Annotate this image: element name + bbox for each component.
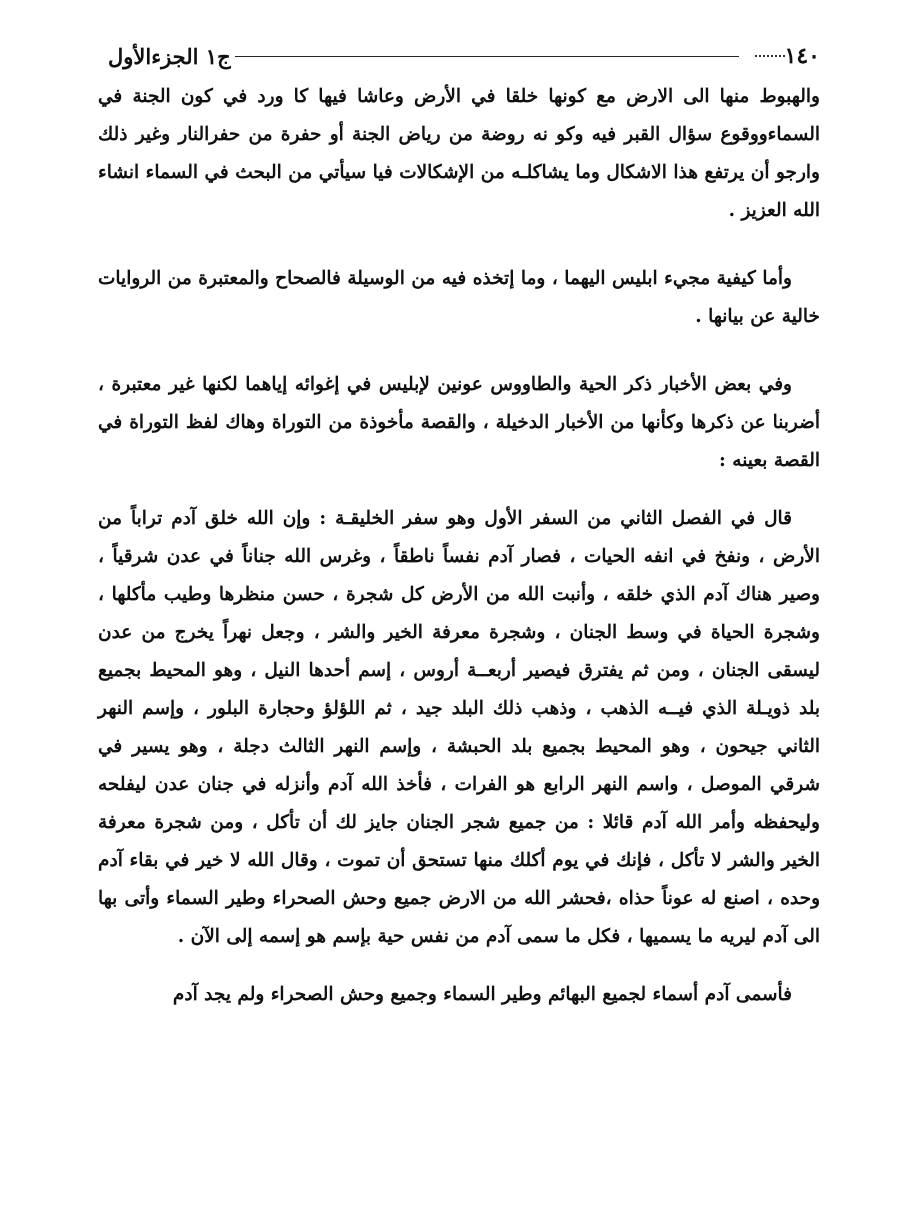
book-page — [98, 34, 820, 1014]
page-number: ١٤٠ — [784, 43, 820, 69]
header-dotted-leader — [755, 55, 785, 57]
header-rule — [235, 56, 739, 57]
running-header — [98, 34, 820, 78]
paragraph-naming: فأسمى آدم أسماء لجميع البهائم وطير السماء وجميع وحش الصحراء ولم يجد آدم — [172, 984, 792, 1005]
running-title: ج١ الجزءالأول — [108, 43, 231, 69]
paragraph-continuation: والهبوط منها الى الارض مع كونها خلقا في الأرض وعاشا فيها كا ورد في كون الجنة في السماءووقوع سؤال القبر فيه وكو نه روضة من رياض الجنة أو حفرة من حفرالنار وغير ذلك وارجو أن يرتفع هذا الاشكال وما يشاكلـه من الإشكالات فيا سيأتي من البحث في السماء انشاء الله العزيز . — [98, 86, 820, 221]
body-text — [98, 78, 820, 1014]
paragraph-torah-quote: قال في الفصل الثاني من السفر الأول وهو سفر الخليقـة : وإن الله خلق آدم تراباً من الأرض ، ونفخ في انفه الحيات ، فصار آدم نفساً ناطقاً ، وغرس الله جناناً في عدن شرقياً ، وصير هناك آدم الذي خلقه ، وأنبت الله من الأرض كل شجرة ، حسن منظرها وطيب مأكلها ، وشجرة الحياة في وسط الجنان ، وشجرة معرفة الخير والشر ، وجعل نهراً يخرج من عدن ليسقى الجنان ، ومن ثم يفترق فيصير أربعــة أروس ، إسم أحدها النيل ، وهو المحيط بجميع بلد ذويـلة الذي فيــه الذهب ، وذهب ذلك البلد جيد ، ثم اللؤلؤ وحجارة البلور ، وإسم النهر الثاني جيحون ، وهو المحيط بجميع بلد الحبشة ، وإسم النهر الثالث دجلة ، وهو يسير في شرقي الموصل ، واسم النهر الرابع هو الفرات ، فأخذ الله آدم وأنزله في جنان عدن ليفلحه وليحفظه وأمر الله آدم قائلا : من جميع شجر الجنان جايز لك أن تأكل ، ومن شجرة معرفة الخير والشر لا تأكل ، فإنك في يوم أكلك منها تستحق أن تموت ، وقال الله لا خير في بقاء آدم وحده ، اصنع له عوناً حذاه ،فحشر الله من الارض جميع وحش الصحراء وطير السماء وأتى بها الى آدم ليريه ما يسميها ، فكل ما سمى آدم من نفس حية بإسم هو إسمه إلى الآن . — [98, 508, 820, 947]
paragraph-iblis-method: وأما كيفية مجيء ابليس اليهما ، وما إتخذه فيه من الوسيلة فالصحاح والمعتبرة من الروايات خالية عن بيانها . — [98, 268, 820, 327]
paragraph-serpent-peacock: وفي بعض الأخبار ذكر الحية والطاووس عونين لإبليس في إغوائه إياهما لكنها غير معتبرة ، أضربنا عن ذكرها وكأنها من الأخبار الدخيلة ، والقصة مأخوذة من التوراة وهاك لفظ التوراة في القصة بعينه : — [98, 374, 820, 471]
